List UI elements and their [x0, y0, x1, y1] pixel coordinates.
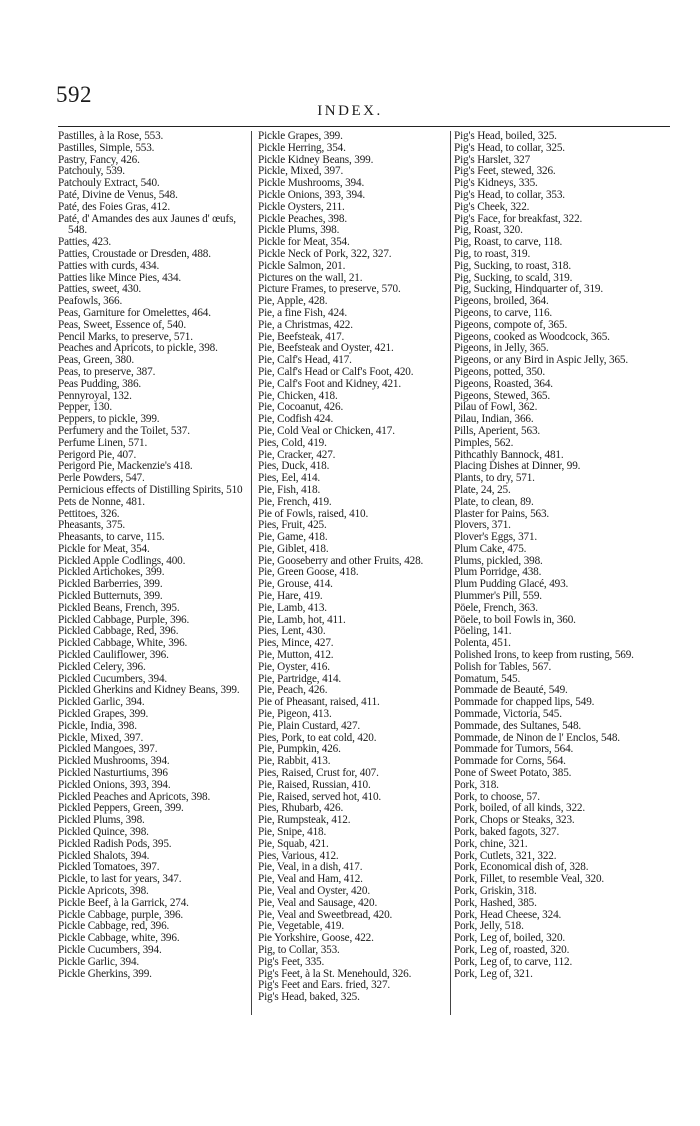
- index-entry: Pommade de Beauté, 549.: [454, 684, 568, 697]
- index-entry: Pie, Grouse, 414.: [258, 578, 333, 591]
- index-entry: Placing Dishes at Dinner, 99.: [454, 460, 581, 473]
- index-entry: Pastilles, à la Rose, 553.: [58, 130, 164, 142]
- index-entry: Pie, Mutton, 412.: [258, 649, 334, 662]
- index-entry: Pie, Giblet, 418.: [258, 542, 329, 555]
- index-entry: Pie Yorkshire, Goose, 422.: [258, 932, 374, 945]
- index-entry: Pie, Calf's Head or Calf's Foot, 420.: [258, 365, 414, 378]
- index-entry: Pheasants, 375.: [58, 519, 126, 532]
- index-entry: Pickled Beans, French, 395.: [58, 601, 180, 614]
- index-entry: Pommade, de Ninon de l' Enclos, 548.: [454, 731, 620, 744]
- index-entry: Pie, Rabbit, 413.: [258, 755, 331, 768]
- column-divider: [450, 131, 451, 1015]
- index-entry: Pigeons, Roasted, 364.: [454, 377, 553, 390]
- index-entry: Pig's Harslet, 327: [454, 153, 531, 166]
- index-entry: Pig's Cheek, 322.: [454, 200, 530, 213]
- index-entry: Plum Cake, 475.: [454, 542, 527, 555]
- index-entry: Paté, des Foies Gras, 412.: [58, 200, 171, 213]
- index-entry: Pickled Tomatoes, 397.: [58, 861, 160, 874]
- index-entry: Pie, Chicken, 418.: [258, 389, 338, 402]
- index-entry: Pie, Codfish 424.: [258, 413, 334, 426]
- index-entry: Pig, to Collar, 353.: [258, 943, 340, 956]
- index-entry: Pig's Head, to collar, 353.: [454, 188, 565, 201]
- index-entry: Pommade for Corns, 564.: [454, 755, 566, 768]
- index-entry: Perigord Pie, Mackenzie's 418.: [58, 460, 193, 473]
- index-entry: Pickled Gherkins and Kidney Beans, 399.: [58, 684, 240, 697]
- index-entry: Pickled Quince, 398.: [58, 826, 149, 839]
- index-entry: Pomatum, 545.: [454, 672, 521, 685]
- index-entry: Pie, Green Goose, 418.: [258, 566, 359, 579]
- index-entry: Pickle Cabbage, white, 396.: [58, 932, 180, 945]
- index-entry: Pickle Beef, à la Garrick, 274.: [58, 896, 189, 909]
- index-entry: Pimples, 562.: [454, 436, 514, 449]
- index-entry: Pork, boiled, of all kinds, 322.: [454, 802, 585, 815]
- index-entry: Plums, pickled, 398.: [454, 554, 543, 567]
- index-entry: Pettitoes, 326.: [58, 507, 120, 520]
- index-entry: Pickle Apricots, 398.: [58, 885, 149, 897]
- index-entry: Pork, chine, 321.: [454, 837, 528, 850]
- index-entry: Patchouly, 539.: [58, 165, 125, 178]
- index-entry: Pigeons, or any Bird in Aspic Jelly, 365.: [454, 354, 628, 367]
- index-entry: Pie, Fish, 418.: [258, 483, 321, 496]
- index-entry: Pie, Vegetable, 419.: [258, 920, 344, 933]
- index-entry: Polish for Tables, 567.: [454, 660, 552, 673]
- index-entry: Pie, Beefsteak, 417.: [258, 330, 345, 343]
- index-entry: Pie of Pheasant, raised, 411.: [258, 696, 380, 709]
- index-entry: Pie, Lamb, hot, 411.: [258, 613, 346, 626]
- index-entry: Pig's Head, to collar, 325.: [454, 141, 565, 154]
- index-entry: Pie, Lamb, 413.: [258, 601, 327, 614]
- index-entry: Patties, 423.: [58, 236, 112, 249]
- index-entry: Pommade for Tumors, 564.: [454, 743, 574, 756]
- index-entry: Pickled Peppers, Green, 399.: [58, 802, 184, 815]
- index-entry: Pickle Oysters, 211.: [258, 200, 345, 213]
- index-entry: Pig, Sucking, to roast, 318.: [454, 259, 571, 272]
- index-entry: Pickle Salmon, 201.: [258, 259, 346, 272]
- index-entry: Pie, Pumpkin, 426.: [258, 743, 341, 756]
- index-entry: Pöele, to boil Fowls in, 360.: [454, 613, 576, 626]
- index-entry: Pickle Grapes, 399.: [258, 130, 343, 142]
- index-entry: Pickled Cabbage, Purple, 396.: [58, 613, 190, 626]
- index-entry: Pies, Duck, 418.: [258, 460, 330, 473]
- index-entry: Pickle Mushrooms, 394.: [258, 177, 365, 190]
- index-entry: Pommade, Victoria, 545.: [454, 708, 562, 721]
- index-entry: Pie, Squab, 421.: [258, 837, 329, 850]
- index-entry: Pig, Sucking, to scald, 319.: [454, 271, 573, 284]
- index-entry: Pickle, India, 398.: [58, 719, 137, 732]
- index-entry: Pie, Snipe, 418.: [258, 826, 327, 839]
- index-entry: Pie, Raised, served hot, 410.: [258, 790, 382, 803]
- index-entry: Pickle for Meat, 354.: [58, 542, 150, 555]
- index-entry: Patties like Mince Pies, 434.: [58, 271, 182, 284]
- index-entry: Pommade for chapped lips, 549.: [454, 696, 595, 709]
- index-entry: Pig's Feet and Ears. fried, 327.: [258, 979, 391, 992]
- index-entry: Pie, Veal, in a dish, 417.: [258, 861, 363, 874]
- index-entry: Pickle for Meat, 354.: [258, 236, 350, 249]
- index-entry: Perigord Pie, 407.: [58, 448, 137, 461]
- index-entry: Pie, Calf's Head, 417.: [258, 354, 352, 367]
- index-entry: Pilau of Fowl, 362.: [454, 401, 538, 414]
- index-entry: Pöele, French, 363.: [454, 601, 538, 614]
- index-entry: Pie, Plain Custard, 427.: [258, 719, 361, 732]
- index-entry: Pork, to choose, 57.: [454, 790, 540, 803]
- index-entry: Pickled Artichokes, 399.: [58, 566, 165, 579]
- index-entry: Plate, 24, 25.: [454, 483, 511, 496]
- index-entry: Pickle Cucumbers, 394.: [58, 943, 162, 956]
- index-entry: Pickle Kidney Beans, 399.: [258, 153, 374, 166]
- index-entry: Pie, Partridge, 414.: [258, 672, 342, 685]
- index-entry: Pie, Peach, 426.: [258, 684, 328, 697]
- index-entry: Pork, Jelly, 518.: [454, 920, 524, 933]
- index-entry: Pie, Cocoanut, 426.: [258, 401, 344, 414]
- index-entry: Pie, Oyster, 416.: [258, 660, 330, 673]
- index-entry: Peas, to preserve, 387.: [58, 365, 156, 378]
- index-entry: Pickle Garlic, 394.: [58, 955, 140, 968]
- index-entry: Plum Pudding Glacé, 493.: [454, 578, 569, 591]
- index-entry: Pickle Herring, 354.: [258, 141, 346, 154]
- index-entry: Pennyroyal, 132.: [58, 389, 132, 402]
- index-entry: Pies, Raised, Crust for, 407.: [258, 767, 379, 780]
- index-entry: Pickle, Mixed, 397.: [58, 731, 144, 744]
- index-entry: Pie, Pigeon, 413.: [258, 708, 332, 721]
- index-entry: Paté, d' Amandes des aux Jaunes d' œufs, 548.: [58, 212, 236, 237]
- index-entry: Pickled Mushrooms, 394.: [58, 755, 170, 768]
- index-entry: Pie, Cold Veal or Chicken, 417.: [258, 424, 395, 437]
- index-entry: Pickle, Mixed, 397.: [258, 165, 344, 178]
- index-entry: Pigeons, broiled, 364.: [454, 295, 549, 308]
- index-entry: Polished Irons, to keep from rusting, 569.: [454, 649, 634, 662]
- index-entry: Pickled Nasturtiums, 396: [58, 767, 168, 780]
- index-entry: Pies, Rhubarb, 426.: [258, 802, 344, 815]
- index-entry: Perfumery and the Toilet, 537.: [58, 424, 190, 437]
- index-entry: Pigeons, cooked as Woodcock, 365.: [454, 330, 610, 343]
- index-entry: Pork, baked fagots, 327.: [454, 826, 560, 839]
- index-entry: Plate, to clean, 89.: [454, 495, 534, 508]
- index-column-3: [454, 131, 666, 980]
- index-entry: Peas, Sweet, Essence of, 540.: [58, 318, 187, 331]
- index-entry: Pie, Apple, 428.: [258, 295, 328, 308]
- header-rule: [58, 126, 670, 127]
- index-entry: Pies, Eel, 414.: [258, 472, 321, 485]
- index-entry: Pickled Barberries, 399.: [58, 578, 163, 591]
- index-entry: Pigeons, Stewed, 365.: [454, 389, 550, 402]
- index-entry: Pills, Aperient, 563.: [454, 424, 541, 437]
- index-entry: Plover's Eggs, 371.: [454, 531, 538, 544]
- index-entry: Pheasants, to carve, 115.: [58, 531, 165, 544]
- index-entry: Pastilles, Simple, 553.: [58, 141, 155, 154]
- index-entry: Pie, Veal and Oyster, 420.: [258, 885, 370, 897]
- index-entry: Pie, Raised, Russian, 410.: [258, 778, 371, 791]
- index-entry: Pickle, to last for years, 347.: [58, 873, 182, 886]
- index-entry: Pickle Cabbage, red, 396.: [58, 920, 170, 933]
- index-entry: Pork, Leg of, boiled, 320.: [454, 932, 566, 945]
- index-entry: Pork, Leg of, roasted, 320.: [454, 943, 570, 956]
- index-entry: Pickled Cucumbers, 394.: [58, 672, 168, 685]
- index-entry: Pie, a fine Fish, 424.: [258, 306, 347, 319]
- index-entry: Pommade, des Sultanes, 548.: [454, 719, 582, 732]
- index-entry: Pork, Leg of, to carve, 112.: [454, 955, 573, 968]
- index-entry: Pickled Grapes, 399.: [58, 708, 149, 721]
- index-entry: Pork, Hashed, 385.: [454, 896, 537, 909]
- index-entry: Pickled Cabbage, White, 396.: [58, 637, 188, 650]
- index-entry: Pig's Kidneys, 335.: [454, 177, 538, 190]
- index-entry: Pickled Cabbage, Red, 396.: [58, 625, 179, 638]
- index-entry: Picture Frames, to preserve, 570.: [258, 283, 401, 296]
- index-entry: Pies, Pork, to eat cold, 420.: [258, 731, 377, 744]
- index-entry: Pork, Economical dish of, 328.: [454, 861, 589, 874]
- index-entry: Peas, Green, 380.: [58, 354, 135, 367]
- index-entry: Pigeons, compote of, 365.: [454, 318, 568, 331]
- index-entry: Pie, French, 419.: [258, 495, 332, 508]
- index-entry: Pigeons, potted, 350.: [454, 365, 546, 378]
- index-entry: Pies, Fruit, 425.: [258, 519, 327, 532]
- index-entry: Pickle Cabbage, purple, 396.: [58, 908, 184, 921]
- index-entry: Pie, Game, 418.: [258, 531, 328, 544]
- index-entry: Perfume Linen, 571.: [58, 436, 148, 449]
- index-entry: Pigeons, to carve, 116.: [454, 306, 553, 319]
- index-entry: Pickled Cauliflower, 396.: [58, 649, 169, 662]
- index-entry: Pork, Head Cheese, 324.: [454, 908, 562, 921]
- index-entry: Pets de Nonne, 481.: [58, 495, 145, 508]
- index-entry: Pig's Feet, stewed, 326.: [454, 165, 556, 178]
- index-entry: Pies, Cold, 419.: [258, 436, 327, 449]
- index-entry: Patties, Croustade or Dresden, 488.: [58, 247, 211, 260]
- index-entry: Pictures on the wall, 21.: [258, 271, 363, 284]
- index-entry: Polenta, 451.: [454, 637, 511, 650]
- index-entry: Pickled Onions, 393, 394.: [58, 778, 171, 791]
- index-entry: Plum Porridge, 438.: [454, 566, 542, 579]
- index-entry: Pickled Radish Pods, 395.: [58, 837, 172, 850]
- index-entry: Patties with curds, 434.: [58, 259, 160, 272]
- index-entry: Pie, Beefsteak and Oyster, 421.: [258, 342, 394, 355]
- index-entry: Plants, to dry, 571.: [454, 472, 535, 485]
- index-entry: Pickled Apple Codlings, 400.: [58, 554, 186, 567]
- index-entry: Pie, Cracker, 427.: [258, 448, 336, 461]
- index-entry: Pickled Garlic, 394.: [58, 696, 145, 709]
- index-entry: Pickled Mangoes, 397.: [58, 743, 158, 756]
- index-entry: Pork, 318.: [454, 778, 499, 791]
- index-entry: Patchouly Extract, 540.: [58, 177, 160, 190]
- index-entry: Pig's Face, for breakfast, 322.: [454, 212, 583, 225]
- index-entry: Plummer's Pill, 559.: [454, 590, 542, 603]
- index-entry: Pickle Neck of Pork, 322, 327.: [258, 247, 392, 260]
- index-entry: Pickled Plums, 398.: [58, 814, 145, 827]
- index-entry: Pernicious effects of Distilling Spirits, 510: [58, 483, 243, 496]
- index-entry: Pig, Sucking, Hindquarter of, 319.: [454, 283, 604, 296]
- column-divider: [251, 131, 252, 1015]
- index-entry: Pig's Head, boiled, 325.: [454, 130, 557, 142]
- index-entry: Pickle Gherkins, 399.: [58, 967, 152, 980]
- index-entry: Pie, Rumpsteak, 412.: [258, 814, 351, 827]
- index-entry: Plaster for Pains, 563.: [454, 507, 550, 520]
- index-entry: Pork, Fillet, to resemble Veal, 320.: [454, 873, 605, 886]
- index-entry: Pigeons, in Jelly, 365.: [454, 342, 549, 355]
- index-entry: Pone of Sweet Potato, 385.: [454, 767, 572, 780]
- index-entry: Pilau, Indian, 366.: [454, 413, 534, 426]
- index-entry: Pöeling, 141.: [454, 625, 512, 638]
- index-entry: Peas Pudding, 386.: [58, 377, 142, 390]
- index-entry: Pickled Shalots, 394.: [58, 849, 150, 862]
- index-entry: Pickle Peaches, 398.: [258, 212, 347, 225]
- index-entry: Pickle Onions, 393, 394.: [258, 188, 366, 201]
- index-entry: Peas, Garniture for Omelettes, 464.: [58, 306, 211, 319]
- index-entry: Peppers, to pickle, 399.: [58, 413, 160, 426]
- index-entry: Pig's Head, baked, 325.: [258, 991, 360, 1004]
- index-entry: Pies, Lent, 430.: [258, 625, 326, 638]
- index-entry: Pie, Veal and Sausage, 420.: [258, 896, 378, 909]
- index-entry: Pork, Cutlets, 321, 322.: [454, 849, 557, 862]
- index-entry: Pepper, 130.: [58, 401, 112, 414]
- index-entry: Pickled Celery, 396.: [58, 660, 146, 673]
- index-entry: Pig, Roast, to carve, 118.: [454, 236, 563, 249]
- index-entry: Pie, a Christmas, 422.: [258, 318, 353, 331]
- page-title: INDEX.: [317, 103, 383, 119]
- index-entry: Patties, sweet, 430.: [58, 283, 142, 296]
- index-entry: Pickled Butternuts, 399.: [58, 590, 163, 603]
- index-entry: Pie, Veal and Sweetbread, 420.: [258, 908, 393, 921]
- index-column-1: [58, 131, 248, 980]
- index-entry: Pickle Plums, 398.: [258, 224, 340, 237]
- index-entry: Plovers, 371.: [454, 519, 511, 532]
- index-entry: Pork, Griskin, 318.: [454, 885, 537, 897]
- index-entry: Pie, Veal and Ham, 412.: [258, 873, 363, 886]
- index-entry: Pie, Gooseberry and other Fruits, 428.: [258, 554, 424, 567]
- page-number: 592: [56, 82, 92, 107]
- index-entry: Pithcathly Bannock, 481.: [454, 448, 564, 461]
- index-entry: Pig, Roast, 320.: [454, 224, 523, 237]
- index-entry: Pork, Chops or Steaks, 323.: [454, 814, 575, 827]
- index-entry: Pig's Feet, 335.: [258, 955, 325, 968]
- index-entry: Pastry, Fancy, 426.: [58, 153, 140, 166]
- index-entry: Pickled Peaches and Apricots, 398.: [58, 790, 211, 803]
- index-entry: Pork, Leg of, 321.: [454, 967, 533, 980]
- index-entry: Pig's Feet, à la St. Menehould, 326.: [258, 967, 412, 980]
- index-entry: Pies, Various, 412.: [258, 849, 339, 862]
- index-column-2: [258, 131, 458, 1004]
- index-entry: Pies, Mince, 427.: [258, 637, 334, 650]
- index-entry: Peafowls, 366.: [58, 295, 123, 308]
- index-entry: Pie, Hare, 419.: [258, 590, 323, 603]
- index-entry: Pencil Marks, to preserve, 571.: [58, 330, 193, 343]
- index-entry: Pig, to roast, 319.: [454, 247, 531, 260]
- index-entry: Pie, Calf's Foot and Kidney, 421.: [258, 377, 402, 390]
- index-entry: Perle Powders, 547.: [58, 472, 145, 485]
- index-entry: Peaches and Apricots, to pickle, 398.: [58, 342, 218, 355]
- index-entry: Pie of Fowls, raised, 410.: [258, 507, 369, 520]
- index-entry: Paté, Divine de Venus, 548.: [58, 188, 178, 201]
